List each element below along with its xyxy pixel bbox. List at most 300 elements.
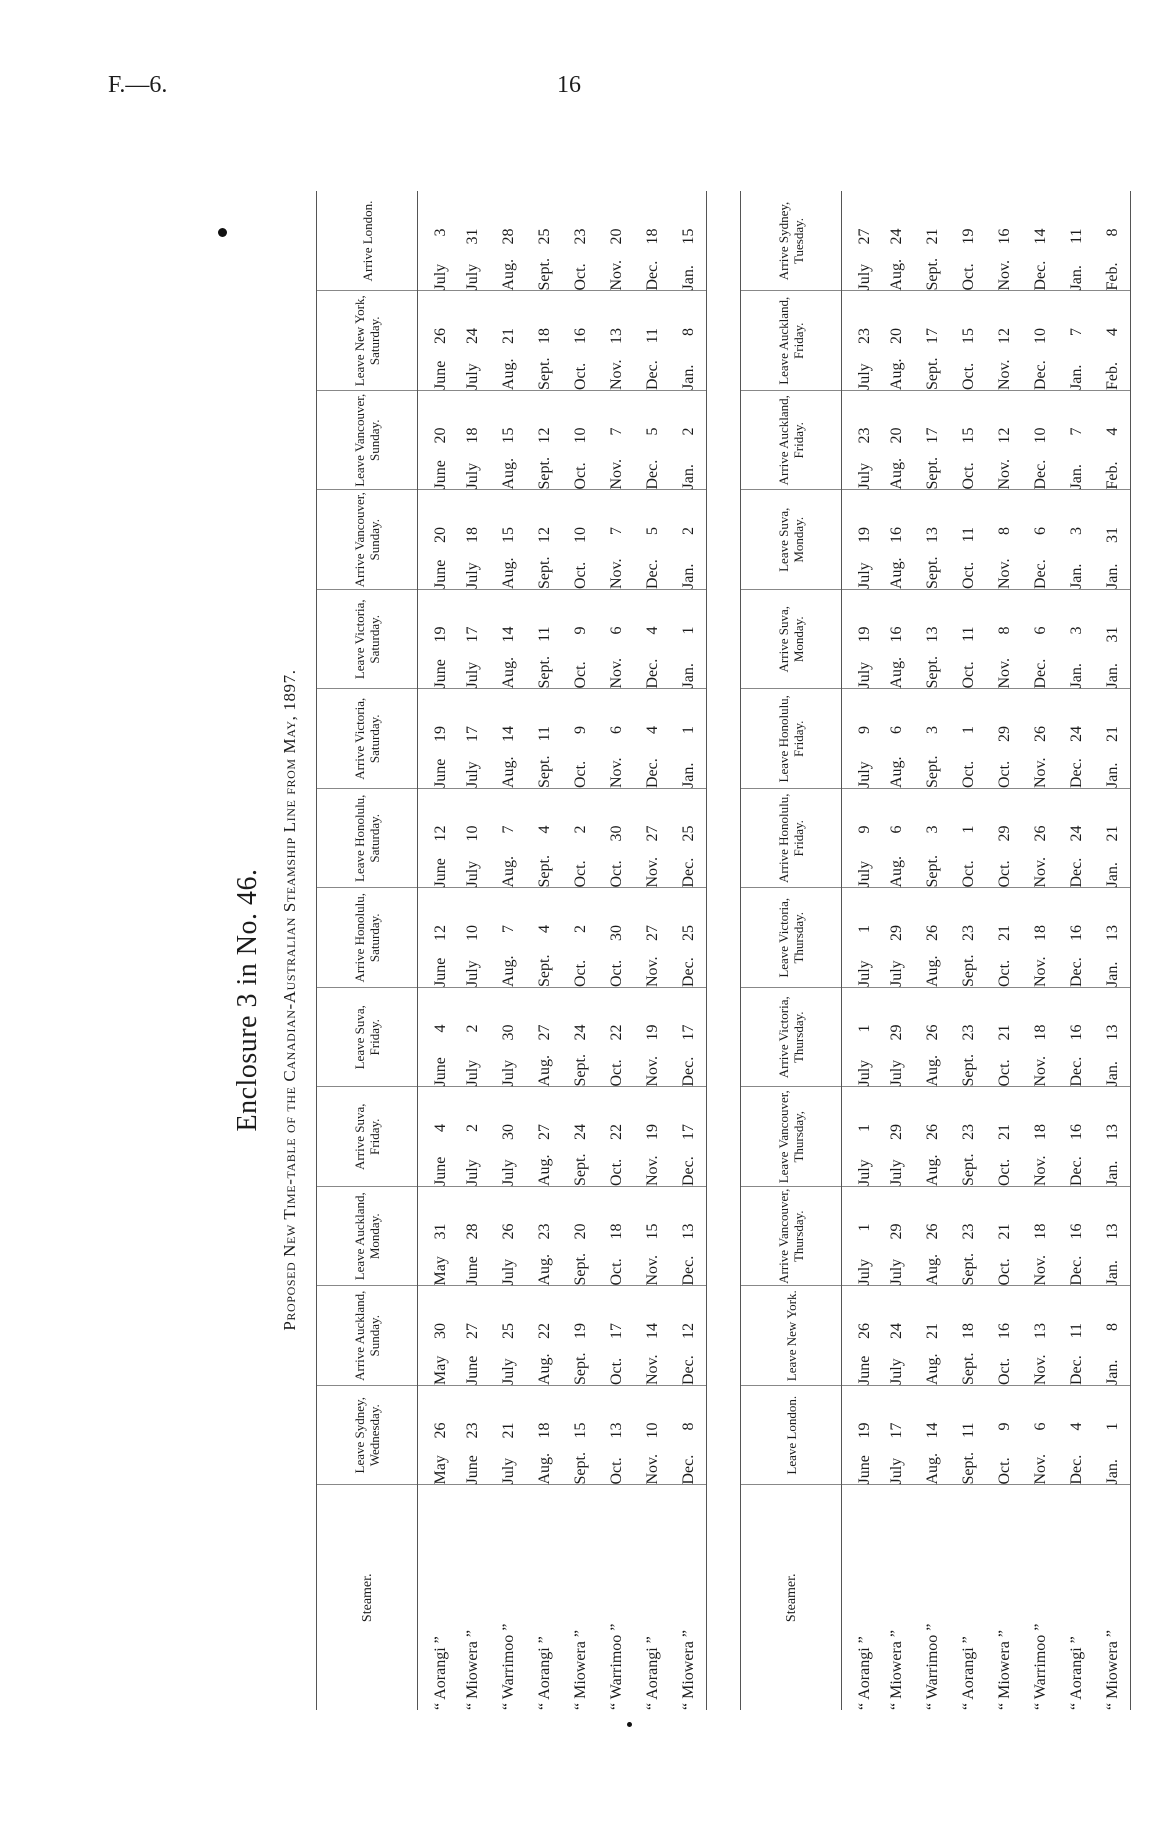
date-day: 17 (887, 1422, 905, 1439)
date-month: Oct. (607, 1059, 625, 1087)
date-cell (454, 1386, 490, 1486)
date-cell (526, 192, 562, 292)
steamer-cell (598, 1485, 634, 1710)
steamer-cell (490, 1485, 526, 1710)
date-cell (1094, 1187, 1131, 1287)
date-cell (950, 391, 986, 491)
column-header: Leave New York. (741, 1286, 842, 1386)
date-day: 24 (1067, 726, 1085, 742)
column-header: Leave New York, Saturday. (317, 291, 418, 391)
date-day: 16 (1067, 1024, 1085, 1041)
date-month: Oct. (571, 860, 589, 888)
column-header: Arrive Victoria, Saturday. (317, 689, 418, 789)
date-cell (526, 1386, 562, 1486)
date-month: Oct. (995, 1158, 1013, 1186)
date-month: Nov. (643, 1055, 661, 1087)
outward-timetable (316, 192, 707, 1711)
date-day: 20 (431, 527, 449, 543)
date-month: Nov. (607, 757, 625, 788)
date-day: 10 (463, 825, 481, 842)
column-header: Leave London. (741, 1386, 842, 1486)
date-day: 13 (1103, 925, 1121, 941)
date-month: Jan. (679, 364, 697, 390)
date-day: 20 (431, 427, 449, 444)
date-month: Dec. (1067, 857, 1085, 888)
date-day: 8 (679, 328, 697, 336)
date-day: 24 (887, 1323, 905, 1339)
date-month: June (463, 1256, 481, 1286)
date-day: 21 (923, 1323, 941, 1339)
date-month: Dec. (1067, 957, 1085, 987)
date-cell (634, 1286, 670, 1386)
date-cell (490, 1187, 526, 1287)
date-month: Oct. (959, 760, 977, 788)
date-cell (562, 1386, 598, 1486)
date-cell (634, 988, 670, 1088)
date-cell (634, 590, 670, 690)
date-cell (878, 988, 914, 1088)
date-cell (842, 1187, 879, 1287)
date-month: Sept. (535, 954, 553, 987)
date-month: Nov. (1031, 1453, 1049, 1485)
date-cell (878, 590, 914, 690)
date-month: Aug. (887, 358, 905, 390)
date-cell (950, 490, 986, 590)
date-month: June (463, 1455, 481, 1485)
date-month: Jan. (1103, 1160, 1121, 1186)
date-month: Sept. (923, 755, 941, 788)
date-day: 5 (643, 427, 661, 436)
enclosure-title: Enclosure 3 in No. 46. (232, 868, 263, 1132)
date-month: Dec. (643, 658, 661, 689)
column-header: Leave Suva, Monday. (741, 490, 842, 590)
date-cell (842, 291, 879, 391)
table-row (986, 192, 1022, 1711)
date-day: 18 (463, 527, 481, 543)
date-day: 1 (679, 726, 697, 734)
date-cell (986, 1386, 1022, 1486)
table-row (526, 192, 562, 1711)
date-day: 11 (959, 1422, 977, 1438)
date-month: Dec. (1031, 559, 1049, 589)
date-cell (670, 291, 707, 391)
date-cell (490, 689, 526, 789)
date-day: 25 (679, 925, 697, 941)
date-day: 19 (431, 726, 449, 742)
date-cell (1094, 590, 1131, 690)
date-month: Oct. (959, 462, 977, 490)
date-month: Nov. (643, 1155, 661, 1186)
date-day: 29 (995, 825, 1013, 842)
date-cell (454, 1087, 490, 1187)
date-day: 17 (463, 626, 481, 643)
date-cell (562, 590, 598, 690)
table-row (1058, 192, 1094, 1711)
date-month: Nov. (1031, 1055, 1049, 1087)
date-day: 4 (431, 1024, 449, 1033)
date-month: Nov. (1031, 956, 1049, 987)
date-day: 13 (923, 626, 941, 643)
date-day: 1 (959, 726, 977, 734)
date-day: 18 (1031, 1024, 1049, 1041)
date-month: Sept. (959, 1054, 977, 1087)
date-cell (634, 1087, 670, 1187)
date-month: Aug. (923, 1253, 941, 1286)
table-row (418, 192, 455, 1711)
table-row (634, 192, 670, 1711)
date-month: Jan. (1103, 1061, 1121, 1087)
date-month: Dec. (643, 360, 661, 390)
date-month: May (431, 1455, 449, 1485)
date-month: Aug. (887, 258, 905, 291)
column-header: Arrive Vancouver, Thursday. (741, 1187, 842, 1287)
steamer-cell (914, 1485, 950, 1710)
date-cell (490, 1087, 526, 1187)
date-month: July (463, 661, 481, 689)
column-header: Leave Victoria, Saturday. (317, 590, 418, 690)
date-day: 5 (643, 527, 661, 535)
date-day: 15 (679, 228, 697, 245)
steamer-name: “ Aorangi ” (535, 1636, 553, 1710)
date-day: 3 (1067, 626, 1085, 635)
date-day: 11 (1067, 228, 1085, 244)
date-cell (950, 789, 986, 889)
date-month: Nov. (607, 458, 625, 490)
date-month: Dec. (643, 758, 661, 788)
date-cell (454, 291, 490, 391)
date-cell (670, 988, 707, 1088)
date-cell (670, 1286, 707, 1386)
date-cell (526, 789, 562, 889)
date-cell (914, 1386, 950, 1486)
date-day: 16 (995, 1323, 1013, 1339)
date-day: 2 (679, 427, 697, 436)
date-month: Dec. (679, 1156, 697, 1186)
date-month: Oct. (995, 760, 1013, 788)
date-month: July (463, 1059, 481, 1087)
date-cell (562, 291, 598, 391)
date-day: 9 (855, 825, 873, 834)
date-day: 18 (959, 1323, 977, 1339)
date-day: 18 (463, 427, 481, 444)
steamer-cell (1058, 1485, 1094, 1710)
date-month: Sept. (535, 755, 553, 788)
date-month: Sept. (923, 656, 941, 689)
date-month: Sept. (535, 855, 553, 888)
column-header: Arrive Suva, Monday. (741, 590, 842, 690)
date-cell (418, 490, 455, 590)
date-cell (418, 1087, 455, 1187)
date-day: 15 (959, 328, 977, 344)
date-cell (490, 988, 526, 1088)
date-day: 29 (887, 1223, 905, 1240)
date-cell (914, 1087, 950, 1187)
date-cell (950, 689, 986, 789)
date-day: 12 (535, 527, 553, 543)
date-cell (1022, 391, 1058, 491)
date-month: Dec. (1067, 1355, 1085, 1385)
date-cell (634, 789, 670, 889)
date-cell (526, 490, 562, 590)
table-row (598, 192, 634, 1711)
date-cell (418, 888, 455, 988)
date-cell (670, 689, 707, 789)
date-month: Sept. (959, 954, 977, 987)
date-cell (986, 1087, 1022, 1187)
date-month: Oct. (571, 760, 589, 788)
date-cell (1094, 988, 1131, 1088)
date-month: July (855, 960, 873, 987)
date-day: 28 (463, 1223, 481, 1240)
date-day: 27 (643, 925, 661, 941)
date-day: 28 (499, 228, 517, 245)
date-month: July (887, 1457, 905, 1485)
date-cell (634, 192, 670, 292)
date-cell (914, 490, 950, 590)
date-day: 26 (1031, 825, 1049, 842)
date-month: Sept. (571, 1253, 589, 1286)
steamer-cell (454, 1485, 490, 1710)
date-day: 26 (923, 925, 941, 941)
column-header: Arrive Honolulu, Saturday. (317, 888, 418, 988)
date-day: 21 (499, 1422, 517, 1439)
date-month: Aug. (499, 557, 517, 589)
steamer-cell (1022, 1485, 1058, 1710)
date-cell (986, 391, 1022, 491)
date-day: 20 (887, 427, 905, 444)
date-cell (634, 490, 670, 590)
date-month: Nov. (1031, 856, 1049, 888)
date-cell (842, 888, 879, 988)
date-month: Aug. (923, 1154, 941, 1186)
date-month: Sept. (535, 258, 553, 291)
date-cell (670, 391, 707, 491)
date-month: Dec. (643, 260, 661, 291)
date-month: Dec. (643, 559, 661, 589)
date-day: 22 (607, 1124, 625, 1140)
date-day: 26 (855, 1323, 873, 1339)
date-month: June (431, 758, 449, 788)
steamer-name: “ Miowera ” (995, 1630, 1013, 1710)
date-day: 3 (923, 825, 941, 834)
date-day: 16 (1067, 925, 1085, 941)
date-day: 10 (571, 427, 589, 444)
date-day: 23 (959, 925, 977, 941)
date-month: Nov. (607, 259, 625, 291)
date-month: Nov. (995, 657, 1013, 689)
table-row (454, 192, 490, 1711)
date-month: Dec. (1031, 658, 1049, 689)
date-cell (1094, 1286, 1131, 1386)
date-cell (1058, 789, 1094, 889)
steamer-name: “ Warrimoo ” (499, 1623, 517, 1710)
date-month: June (855, 1455, 873, 1485)
date-day: 7 (607, 427, 625, 436)
date-month: Oct. (607, 959, 625, 987)
date-month: July (855, 263, 873, 291)
date-month: Aug. (535, 1253, 553, 1286)
date-month: Aug. (535, 1154, 553, 1186)
date-cell (842, 391, 879, 491)
steamer-cell (526, 1485, 562, 1710)
date-day: 17 (463, 726, 481, 742)
date-month: July (499, 1059, 517, 1087)
date-cell (526, 590, 562, 690)
date-day: 29 (887, 1124, 905, 1140)
date-day: 4 (1067, 1422, 1085, 1431)
date-month: Oct. (959, 860, 977, 888)
date-cell (418, 789, 455, 889)
date-month: July (855, 363, 873, 390)
date-day: 10 (1031, 427, 1049, 444)
steamer-cell (878, 1485, 914, 1710)
date-cell (490, 789, 526, 889)
date-day: 3 (1067, 527, 1085, 535)
date-month: Dec. (679, 857, 697, 888)
date-day: 7 (607, 527, 625, 535)
date-day: 12 (995, 427, 1013, 444)
date-cell (914, 1187, 950, 1287)
date-day: 11 (1067, 1323, 1085, 1339)
date-month: July (463, 960, 481, 987)
date-month: July (463, 1159, 481, 1186)
date-day: 15 (499, 527, 517, 543)
date-month: July (887, 960, 905, 987)
date-cell (598, 789, 634, 889)
date-day: 30 (499, 1124, 517, 1140)
table-row (490, 192, 526, 1711)
date-cell (1058, 590, 1094, 690)
column-header: Leave Sydney, Wednesday. (317, 1386, 418, 1486)
date-day: 15 (499, 427, 517, 444)
date-month: Oct. (959, 362, 977, 390)
date-month: Nov. (1031, 757, 1049, 788)
date-cell (1094, 391, 1131, 491)
date-month: June (431, 360, 449, 390)
date-day: 23 (855, 328, 873, 344)
date-month: Nov. (607, 558, 625, 589)
date-cell (418, 1386, 455, 1486)
date-cell (598, 988, 634, 1088)
date-cell (914, 192, 950, 292)
steamer-name: “ Warrimoo ” (923, 1623, 941, 1710)
date-day: 1 (855, 1124, 873, 1132)
date-cell (950, 1087, 986, 1187)
rotated-timetable (232, 200, 1172, 1710)
date-month: Dec. (1067, 758, 1085, 788)
date-day: 14 (1031, 228, 1049, 245)
date-cell (1058, 1386, 1094, 1486)
date-day: 21 (499, 328, 517, 344)
date-month: Jan. (1103, 862, 1121, 888)
date-month: July (855, 761, 873, 788)
date-month: Oct. (959, 661, 977, 689)
date-month: July (431, 263, 449, 291)
date-day: 22 (535, 1323, 553, 1339)
date-cell (634, 888, 670, 988)
date-day: 12 (679, 1323, 697, 1339)
date-day: 16 (571, 328, 589, 344)
date-cell (914, 1286, 950, 1386)
date-month: June (463, 1355, 481, 1385)
date-day: 30 (431, 1323, 449, 1339)
date-day: 8 (679, 1422, 697, 1431)
date-day: 24 (571, 1024, 589, 1041)
table-header-row (741, 192, 842, 1711)
date-month: Nov. (1031, 1155, 1049, 1186)
steamer-cell (418, 1485, 455, 1710)
date-cell (878, 1187, 914, 1287)
date-month: Oct. (995, 1258, 1013, 1286)
column-header: Leave Vancouver, Sunday. (317, 391, 418, 491)
date-day: 31 (1103, 626, 1121, 643)
date-cell (950, 1187, 986, 1287)
date-cell (1022, 689, 1058, 789)
date-month: June (431, 858, 449, 888)
date-month: Oct. (571, 959, 589, 987)
date-month: Jan. (1103, 961, 1121, 987)
date-cell (562, 1286, 598, 1386)
date-month: Sept. (571, 1452, 589, 1485)
date-month: July (855, 462, 873, 490)
date-cell (598, 490, 634, 590)
date-month: July (855, 562, 873, 589)
date-day: 16 (995, 228, 1013, 245)
date-cell (598, 1087, 634, 1187)
date-month: July (499, 1457, 517, 1485)
date-day: 6 (607, 626, 625, 635)
date-month: Aug. (887, 457, 905, 490)
date-month: July (463, 263, 481, 291)
date-day: 15 (643, 1223, 661, 1240)
date-day: 19 (855, 527, 873, 543)
date-cell (418, 988, 455, 1088)
date-day: 1 (959, 825, 977, 834)
date-day: 19 (571, 1323, 589, 1339)
date-month: Jan. (1103, 663, 1121, 689)
date-cell (490, 888, 526, 988)
date-cell (1058, 391, 1094, 491)
date-cell (454, 490, 490, 590)
date-cell (878, 192, 914, 292)
date-day: 1 (679, 626, 697, 635)
date-month: Oct. (571, 561, 589, 589)
date-cell (1022, 490, 1058, 590)
date-month: June (431, 460, 449, 490)
date-month: July (887, 1059, 905, 1087)
date-day: 1 (855, 925, 873, 933)
date-cell (986, 490, 1022, 590)
column-header: Leave Honolulu, Friday. (741, 689, 842, 789)
date-cell (1094, 789, 1131, 889)
date-day: 25 (535, 228, 553, 245)
steamer-name: “ Miowera ” (463, 1630, 481, 1710)
date-day: 24 (887, 228, 905, 245)
date-month: Jan. (1103, 762, 1121, 788)
date-month: Oct. (571, 362, 589, 390)
date-day: 13 (1103, 1223, 1121, 1240)
date-cell (670, 888, 707, 988)
date-month: Jan. (1067, 663, 1085, 689)
date-day: 2 (463, 1024, 481, 1033)
ink-spot (627, 1722, 632, 1727)
date-month: Aug. (923, 955, 941, 987)
date-day: 8 (1103, 228, 1121, 237)
date-month: Feb. (1103, 461, 1121, 490)
date-day: 29 (887, 925, 905, 941)
date-day: 24 (1067, 825, 1085, 842)
date-day: 16 (1067, 1223, 1085, 1240)
